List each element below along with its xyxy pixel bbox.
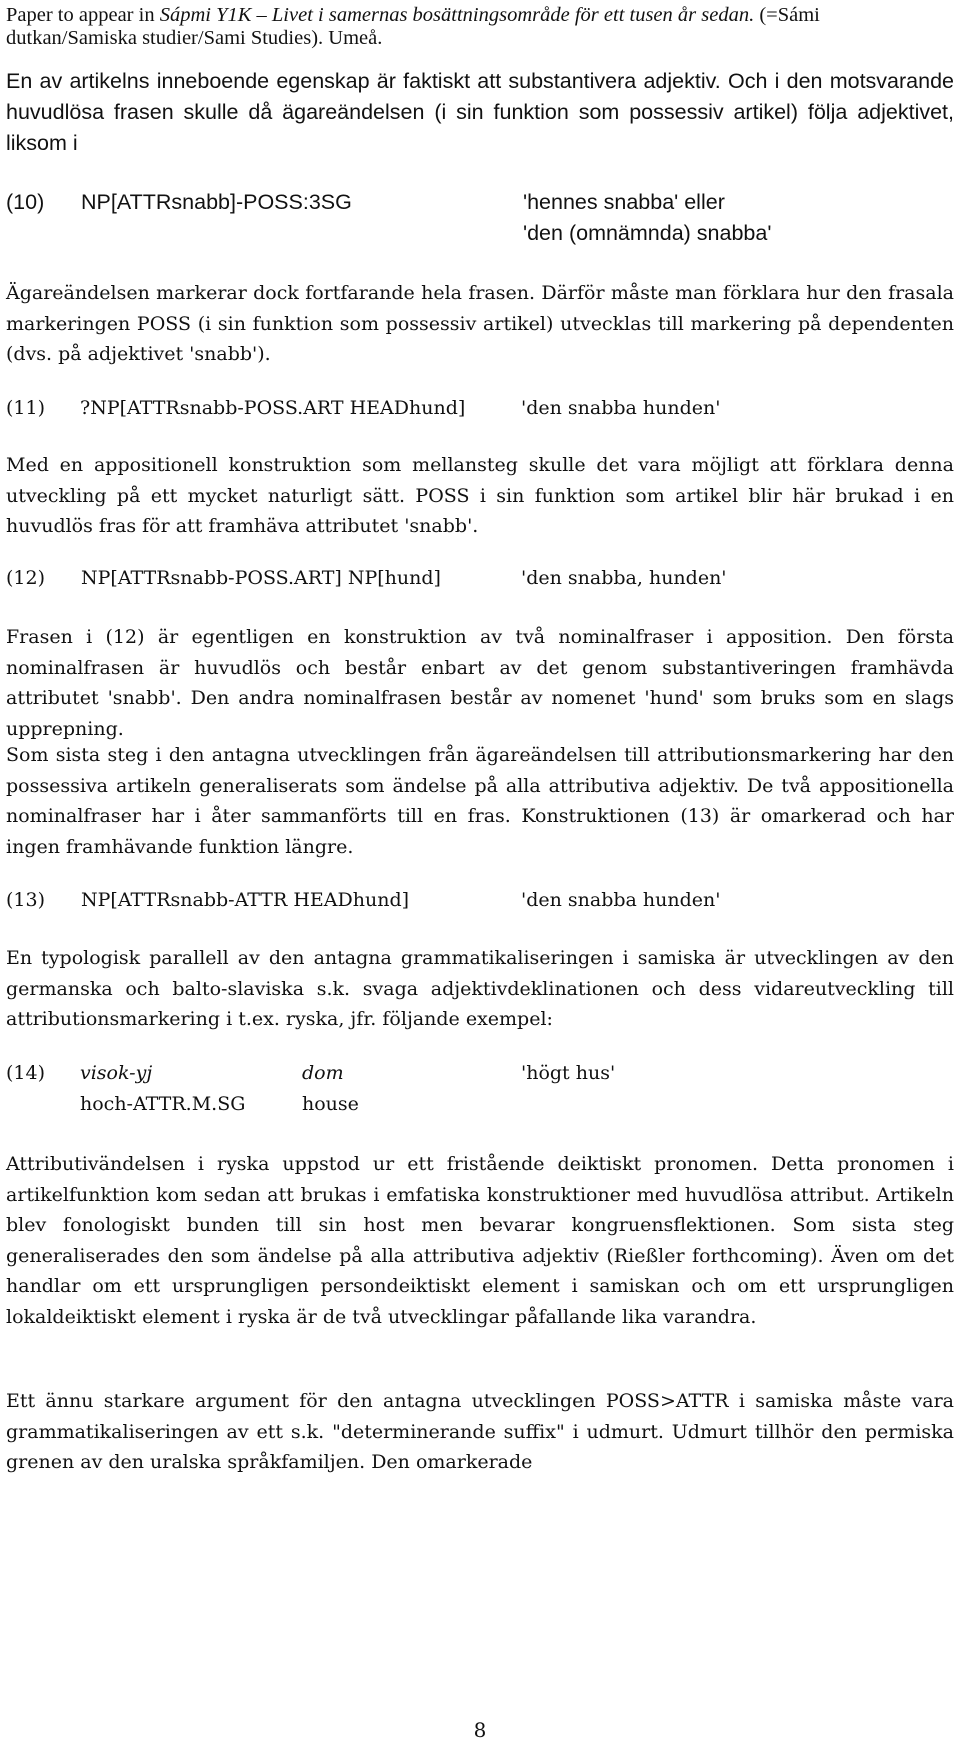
attr-subscript: ATTR	[127, 397, 180, 419]
example-form	[81, 567, 441, 589]
page-number: 8	[473, 1718, 487, 1742]
np-subscript: NP	[81, 567, 111, 589]
header-suffix: (=Sámi dutkan/Samiska studier/Sami Studies). Umeå.	[6, 4, 820, 49]
gloss: 'den snabba, hunden'	[521, 567, 727, 589]
header-venue: Sápmi Y1K – Livet i samernas bosättningsområde för ett tusen år sedan.	[159, 4, 755, 26]
np-subscript-2: NP	[347, 567, 378, 589]
example-12	[6, 567, 954, 599]
bracket: [	[110, 567, 118, 589]
example-form	[81, 190, 352, 215]
example-13	[6, 889, 954, 921]
attr-subscript: ATTR	[117, 567, 171, 589]
noun-text: [hund]	[377, 567, 441, 589]
noun-text: hund]	[352, 889, 410, 911]
example-14	[6, 1062, 954, 1126]
paragraph-7: Attributivändelsen i ryska uppstod ur ett fristående deiktiskt pronomen. Detta pronomen i artikelfunktion kom sedan att brukas i emfatiska konstruktioner med huvudlösa attribut. Artikeln blev fonologiskt bunden till sin host men bevarar kongruensflektionen. Som sista steg generaliserades den som ändelse på alla attributiva adjektiv (Rießler forthcoming). Även om det handlar om ett ursprungligen persondeiktiskt element i samiskan och om ett ursprungligen lokaldeiktiskt element i ryska är de två utvecklingar påfallande lika varandra.	[6, 1153, 954, 1328]
bracket: [	[110, 889, 118, 911]
gloss: 'högt hus'	[521, 1062, 616, 1084]
paragraph-8: Ett ännu starkare argument för den antagna utvecklingen POSS>ATTR i samiska måste vara grammatikaliseringen av ett s.k. "determinerande suffix" i udmurt. Udmurt tillhör den permiska grenen av den uralska språkfamiljen. Den omarkerade	[6, 1390, 954, 1473]
example-number: (12)	[6, 567, 46, 589]
example-10	[6, 190, 954, 245]
paragraph-1: En av artikelns inneboende egenskap är faktiskt att substantivera adjektiv. Och i den motsvarande huvudlösa frasen skulle då ägareändelsen (i sin funktion som possessiv artikel) följa adjektivet, liksom i	[6, 69, 954, 155]
form-text: snabb]-POSS:3SG	[171, 190, 352, 214]
russian-word-1: visok-yj	[80, 1062, 153, 1084]
gloss: 'den snabba hunden'	[521, 889, 721, 911]
paragraph-6: En typologisk parallell av den antagna grammatikaliseringen i samiska är utvecklingen av den germanska och balto-slaviska s.k. svaga adjektivdeklinationen och dess vidareutveckling till attributionsmarkering i t.ex. ryska, jfr. följande exempel:	[6, 947, 954, 1030]
paragraph-5: Som sista steg i den antagna utvecklingen från ägareändelsen till attributionsmarkering har den possessiva artikeln generaliserats som ändelse på alla attributiva adjektiv. De två appositionella nominalfraser har i åter sammanförts till en fras. Konstruktionen (13) är omarkerad och har ingen framhävande funktion längre.	[6, 744, 954, 858]
form-text: snabb-POSS.ART]	[170, 567, 348, 589]
example-number: (14)	[6, 1062, 46, 1084]
np-subscript: NP	[81, 190, 111, 214]
np-subscript: NP	[90, 397, 120, 419]
example-number: (11)	[6, 397, 46, 419]
paragraph-4: Frasen i (12) är egentligen en konstruktion av två nominalfraser i apposition. Den första nominalfrasen är huvudlös och består enbart av det genom substantiveringen framhävda attributet 'snabb'. Den andra nominalfrasen består av nomenet 'hund' som bruks som en slags upprepning.	[6, 626, 954, 740]
paragraph-2: Ägareändelsen markerar dock fortfarande hela frasen. Därför måste man förklara hur den frasala markeringen POSS (i sin funktion som possessiv artikel) utvecklas till markering på dependenten (dvs. på adjektivet 'snabb').	[6, 282, 954, 365]
question-mark: ?	[80, 397, 91, 419]
np-subscript: NP	[81, 889, 111, 911]
interlinear-gloss-1: hoch-ATTR.M.SG	[80, 1093, 246, 1115]
interlinear-gloss-2: house	[302, 1093, 359, 1115]
gloss-line-2: 'den (omnämnda) snabba'	[523, 221, 772, 245]
example-number: (13)	[6, 889, 46, 911]
example-11	[6, 397, 954, 429]
bracket: [	[110, 190, 117, 214]
head-subscript: HEAD	[349, 397, 410, 419]
paragraph-3: Med en appositionell konstruktion som mellansteg skulle det vara möjligt att förklara denna utveckling på ett mycket naturligt sätt. POSS i sin funktion som artikel blir här brukad i en huvudlös fras för att framhäva attributet 'snabb'.	[6, 454, 954, 537]
noun-text: hund]	[409, 397, 466, 419]
form-text: snabb-POSS.ART	[179, 397, 350, 419]
running-header	[6, 4, 954, 50]
gloss-line-1: 'hennes snabba' eller	[523, 190, 725, 214]
attr-subscript: ATTR	[116, 190, 172, 214]
form-text: snabb-ATTR	[170, 889, 294, 911]
example-number: (10)	[6, 190, 45, 214]
header-prefix: Paper to appear in	[6, 4, 160, 26]
bracket: [	[119, 397, 128, 419]
gloss: 'den snabba hunden'	[521, 397, 721, 419]
example-form	[81, 889, 409, 911]
attr-subscript: ATTR	[117, 889, 171, 911]
russian-word-2: dom	[302, 1062, 344, 1084]
head-subscript: HEAD	[293, 889, 353, 911]
example-form	[80, 397, 465, 419]
